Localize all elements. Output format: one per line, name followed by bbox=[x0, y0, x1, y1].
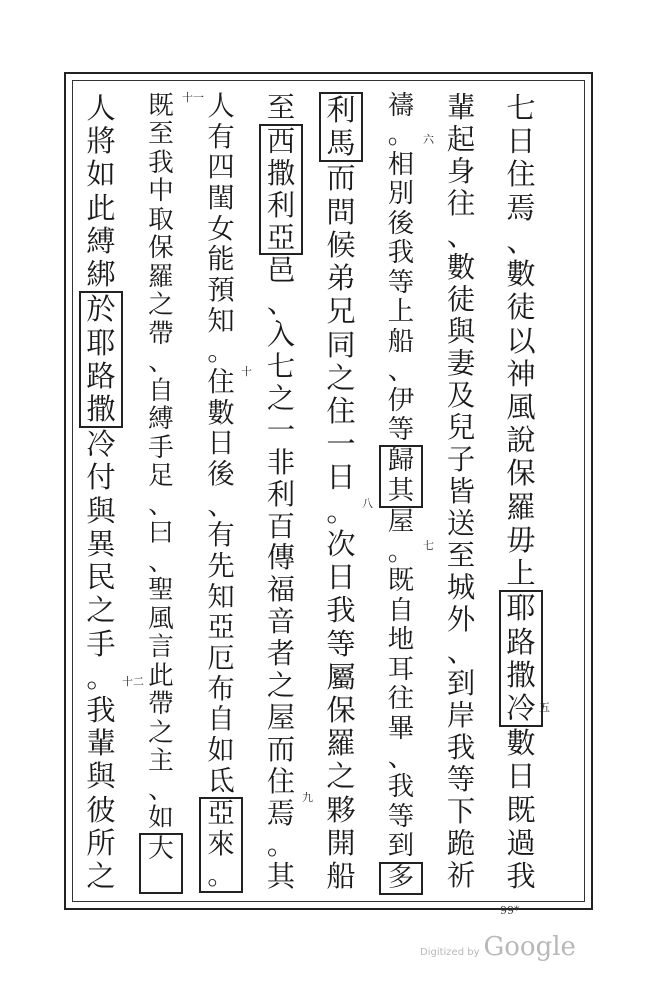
glyph: 日 bbox=[506, 759, 536, 794]
glyph: 焉 bbox=[506, 190, 536, 225]
glyph: 取 bbox=[148, 204, 174, 235]
glyph: 自 bbox=[207, 704, 235, 736]
punctuation-mark: 。 bbox=[207, 336, 235, 368]
glyph: 我 bbox=[446, 731, 476, 764]
glyph: 相 bbox=[387, 149, 415, 180]
glyph: 福 bbox=[266, 573, 296, 607]
glyph: 非 bbox=[266, 445, 296, 479]
punctuation-mark: 、 bbox=[207, 489, 235, 521]
verse-number-10: 十 bbox=[241, 365, 252, 378]
glyph: 百 bbox=[266, 509, 296, 543]
glyph: 數 bbox=[506, 257, 536, 292]
glyph: 傳 bbox=[266, 541, 296, 575]
glyph: 神 bbox=[506, 356, 536, 391]
glyph: 說 bbox=[506, 423, 536, 458]
glyph: 路 bbox=[86, 358, 116, 393]
glyph: 風 bbox=[506, 389, 536, 424]
glyph: 耶 bbox=[506, 591, 536, 626]
verse-number-5: 五 bbox=[539, 701, 550, 714]
glyph: 既 bbox=[148, 91, 174, 121]
glyph: 耶 bbox=[86, 325, 116, 360]
glyph: 縛 bbox=[148, 404, 174, 435]
glyph: 住 bbox=[326, 393, 356, 428]
text-column-7 bbox=[137, 92, 185, 894]
watermark-prefix: Digitized by bbox=[420, 947, 480, 958]
verse-number-7: 七 bbox=[423, 539, 434, 552]
glyph: 上 bbox=[387, 297, 415, 328]
glyph: 手 bbox=[148, 432, 174, 463]
glyph: 一 bbox=[266, 413, 296, 447]
glyph: 下 bbox=[446, 795, 476, 828]
glyph: 彼 bbox=[86, 792, 116, 827]
glyph: 別 bbox=[387, 179, 415, 210]
proper-name-box bbox=[499, 590, 543, 727]
glyph: 知 bbox=[207, 305, 235, 337]
glyph: 次 bbox=[326, 526, 356, 561]
glyph: 歸 bbox=[387, 446, 415, 477]
glyph: 預 bbox=[207, 275, 235, 307]
glyph: 跪 bbox=[446, 827, 476, 860]
glyph: 厄 bbox=[207, 643, 235, 675]
glyph: 屬 bbox=[326, 659, 356, 694]
glyph: 之 bbox=[86, 859, 116, 894]
glyph: 之 bbox=[148, 290, 174, 321]
glyph: 四 bbox=[207, 152, 235, 184]
glyph: 畢 bbox=[387, 713, 415, 744]
glyph: 而 bbox=[266, 732, 296, 766]
glyph: 於 bbox=[86, 292, 116, 327]
glyph: 聖 bbox=[148, 575, 174, 606]
glyph: 能 bbox=[207, 244, 235, 276]
punctuation-mark: 、 bbox=[387, 356, 415, 387]
glyph: 而 bbox=[326, 161, 356, 196]
glyph: 妻 bbox=[446, 347, 476, 380]
glyph: 至 bbox=[446, 539, 476, 572]
glyph: 日 bbox=[207, 428, 235, 460]
punctuation-mark: 、 bbox=[506, 223, 536, 258]
glyph: 兒 bbox=[446, 411, 476, 444]
punctuation-mark: 、 bbox=[148, 774, 174, 805]
glyph: 利 bbox=[266, 188, 296, 222]
glyph: 住 bbox=[506, 157, 536, 192]
glyph: 焉 bbox=[266, 796, 296, 830]
glyph: 此 bbox=[86, 190, 116, 225]
glyph: 屋 bbox=[387, 507, 415, 538]
glyph: 我 bbox=[387, 238, 415, 269]
glyph: 日 bbox=[326, 560, 356, 595]
glyph: 民 bbox=[86, 560, 116, 595]
glyph: 過 bbox=[506, 825, 536, 860]
verse-number-11: 十一 bbox=[182, 91, 204, 104]
glyph: 如 bbox=[148, 803, 174, 834]
glyph: 身 bbox=[446, 155, 476, 188]
glyph: 知 bbox=[207, 581, 235, 613]
glyph: 輩 bbox=[86, 726, 116, 761]
glyph: 冷 bbox=[506, 690, 536, 725]
glyph: 與 bbox=[86, 493, 116, 528]
glyph: 子 bbox=[446, 443, 476, 476]
glyph: 問 bbox=[326, 194, 356, 229]
glyph: 如 bbox=[86, 157, 116, 192]
punctuation-mark: 、 bbox=[446, 635, 476, 668]
proper-name-box bbox=[79, 291, 123, 428]
glyph: 此 bbox=[148, 660, 174, 691]
proper-name-box bbox=[199, 797, 243, 893]
glyph: 數 bbox=[446, 251, 476, 284]
glyph: 保 bbox=[326, 692, 356, 727]
punctuation-mark: 、 bbox=[148, 347, 174, 378]
proper-name-box bbox=[379, 445, 423, 508]
glyph: 閨 bbox=[207, 183, 235, 215]
verse-number-6: 六 bbox=[423, 133, 434, 146]
glyph: 之 bbox=[148, 717, 174, 748]
glyph: 如 bbox=[207, 735, 235, 767]
glyph: 有 bbox=[207, 121, 235, 153]
digitized-watermark bbox=[420, 932, 576, 962]
glyph: 岸 bbox=[446, 699, 476, 732]
glyph: 往 bbox=[387, 684, 415, 715]
punctuation-mark: 、 bbox=[148, 489, 174, 520]
glyph: 中 bbox=[148, 176, 174, 207]
glyph: 七 bbox=[266, 350, 296, 384]
glyph: 馬 bbox=[326, 126, 356, 161]
glyph: 之 bbox=[266, 669, 296, 703]
glyph: 氐 bbox=[207, 765, 235, 797]
glyph: 至 bbox=[266, 91, 296, 124]
glyph: 多 bbox=[387, 862, 415, 893]
glyph: 既 bbox=[506, 792, 536, 827]
glyph: 往 bbox=[446, 187, 476, 220]
glyph: 住 bbox=[207, 367, 235, 399]
glyph: 人 bbox=[207, 91, 235, 122]
glyph: 皆 bbox=[446, 475, 476, 508]
glyph: 手 bbox=[86, 626, 116, 661]
glyph: 毋 bbox=[506, 522, 536, 557]
glyph: 七 bbox=[506, 91, 536, 125]
glyph: 等 bbox=[387, 801, 415, 832]
text-column-2 bbox=[437, 92, 485, 892]
glyph: 數 bbox=[506, 726, 536, 761]
glyph: 後 bbox=[387, 208, 415, 239]
verse-number-12: 十二 bbox=[122, 675, 144, 688]
glyph: 既 bbox=[387, 566, 415, 597]
glyph: 大 bbox=[148, 833, 174, 864]
glyph: 祈 bbox=[446, 859, 476, 892]
text-column-4 bbox=[317, 92, 365, 893]
text-column-1 bbox=[497, 92, 545, 893]
glyph: 城 bbox=[446, 571, 476, 604]
glyph: 徒 bbox=[446, 283, 476, 316]
glyph: 日 bbox=[326, 460, 356, 495]
glyph: 撒 bbox=[266, 156, 296, 190]
glyph: 我 bbox=[148, 147, 174, 178]
glyph: 有 bbox=[207, 520, 235, 552]
glyph: 我 bbox=[326, 593, 356, 628]
glyph: 我 bbox=[506, 859, 536, 894]
glyph: 禱 bbox=[387, 91, 415, 121]
glyph: 同 bbox=[326, 327, 356, 362]
glyph: 入 bbox=[266, 318, 296, 352]
glyph: 羅 bbox=[326, 726, 356, 761]
glyph: 住 bbox=[266, 764, 296, 798]
glyph: 縛 bbox=[86, 223, 116, 258]
text-column-5 bbox=[257, 92, 305, 893]
glyph: 等 bbox=[387, 414, 415, 445]
glyph: 船 bbox=[326, 859, 356, 894]
text-column-6 bbox=[197, 92, 245, 893]
glyph: 等 bbox=[387, 267, 415, 298]
glyph: 其 bbox=[266, 860, 296, 894]
glyph: 邑 bbox=[266, 254, 296, 288]
glyph: 亞 bbox=[207, 798, 235, 830]
verse-number-9: 九 bbox=[302, 791, 313, 804]
glyph: 及 bbox=[446, 379, 476, 412]
glyph: 自 bbox=[148, 375, 174, 406]
proper-name-box bbox=[379, 862, 423, 895]
glyph: 後 bbox=[207, 459, 235, 491]
glyph: 綁 bbox=[86, 257, 116, 292]
glyph: 徒 bbox=[506, 290, 536, 325]
glyph: 數 bbox=[207, 397, 235, 429]
glyph: 帶 bbox=[148, 689, 174, 720]
glyph: 足 bbox=[148, 461, 174, 492]
glyph: 亞 bbox=[266, 220, 296, 254]
proper-name-box bbox=[319, 92, 363, 162]
glyph: 之 bbox=[326, 759, 356, 794]
glyph: 起 bbox=[446, 123, 476, 156]
glyph: 日 bbox=[506, 124, 536, 159]
text-column-3 bbox=[377, 92, 425, 895]
punctuation-mark: 。 bbox=[86, 659, 116, 694]
punctuation-mark: 、 bbox=[266, 286, 296, 320]
glyph: 之 bbox=[86, 593, 116, 628]
glyph: 地 bbox=[387, 625, 415, 656]
glyph: 外 bbox=[446, 603, 476, 636]
glyph: 將 bbox=[86, 124, 116, 159]
glyph: 。 bbox=[207, 859, 235, 891]
glyph: 付 bbox=[86, 460, 116, 495]
glyph: 我 bbox=[387, 772, 415, 803]
watermark-brand: Google bbox=[483, 932, 576, 962]
glyph: 來 bbox=[207, 829, 235, 861]
glyph: 冷 bbox=[86, 427, 116, 462]
glyph: 伊 bbox=[387, 385, 415, 416]
glyph: 布 bbox=[207, 673, 235, 705]
glyph: 路 bbox=[506, 624, 536, 659]
glyph: 等 bbox=[326, 626, 356, 661]
verse-number-8: 八 bbox=[362, 497, 373, 510]
glyph: 到 bbox=[446, 667, 476, 700]
glyph: 利 bbox=[266, 477, 296, 511]
glyph: 與 bbox=[86, 759, 116, 794]
glyph: 所 bbox=[86, 825, 116, 860]
glyph: 言 bbox=[148, 632, 174, 663]
glyph: 保 bbox=[506, 456, 536, 491]
glyph: 到 bbox=[387, 831, 415, 862]
glyph: 夥 bbox=[326, 792, 356, 827]
glyph: 至 bbox=[148, 119, 174, 150]
glyph: 撒 bbox=[506, 657, 536, 692]
glyph: 之 bbox=[326, 360, 356, 395]
glyph: 帶 bbox=[148, 318, 174, 349]
glyph: 其 bbox=[387, 475, 415, 506]
glyph: 我 bbox=[86, 692, 116, 727]
glyph: 人 bbox=[86, 91, 116, 125]
glyph: 先 bbox=[207, 551, 235, 583]
punctuation-mark: 。 bbox=[266, 828, 296, 862]
punctuation-mark: 。 bbox=[387, 120, 415, 151]
glyph: 音 bbox=[266, 605, 296, 639]
glyph: 女 bbox=[207, 213, 235, 245]
glyph: 弟 bbox=[326, 261, 356, 296]
page-number: 99* bbox=[500, 904, 520, 917]
proper-name-box bbox=[259, 124, 303, 256]
glyph: 亞 bbox=[207, 612, 235, 644]
glyph: 利 bbox=[326, 93, 356, 127]
glyph: 與 bbox=[446, 315, 476, 348]
punctuation-mark: 、 bbox=[387, 742, 415, 773]
glyph: 自 bbox=[387, 595, 415, 626]
punctuation-mark: 、 bbox=[446, 219, 476, 252]
glyph: 羅 bbox=[506, 489, 536, 524]
glyph: 異 bbox=[86, 526, 116, 561]
glyph: 以 bbox=[506, 323, 536, 358]
proper-name-box bbox=[139, 833, 183, 894]
glyph: 候 bbox=[326, 227, 356, 262]
glyph: 送 bbox=[446, 507, 476, 540]
glyph: 羅 bbox=[148, 261, 174, 292]
glyph: 船 bbox=[387, 326, 415, 357]
punctuation-mark: 。 bbox=[326, 493, 356, 528]
glyph: 曰 bbox=[148, 518, 174, 549]
glyph: 之 bbox=[266, 382, 296, 416]
glyph: 等 bbox=[446, 763, 476, 796]
glyph: 上 bbox=[506, 556, 536, 591]
glyph: 保 bbox=[148, 233, 174, 264]
punctuation-mark: 、 bbox=[148, 546, 174, 577]
glyph: 兄 bbox=[326, 294, 356, 329]
glyph: 者 bbox=[266, 637, 296, 671]
text-column-8 bbox=[77, 92, 125, 893]
punctuation-mark: 。 bbox=[387, 536, 415, 567]
glyph: 風 bbox=[148, 603, 174, 634]
glyph: 一 bbox=[326, 427, 356, 462]
glyph: 耳 bbox=[387, 654, 415, 685]
glyph: 輩 bbox=[446, 91, 476, 124]
glyph: 西 bbox=[266, 124, 296, 158]
glyph: 撒 bbox=[86, 391, 116, 426]
glyph bbox=[141, 863, 181, 891]
glyph: 主 bbox=[148, 746, 174, 777]
glyph: 屋 bbox=[266, 700, 296, 734]
glyph: 開 bbox=[326, 825, 356, 860]
